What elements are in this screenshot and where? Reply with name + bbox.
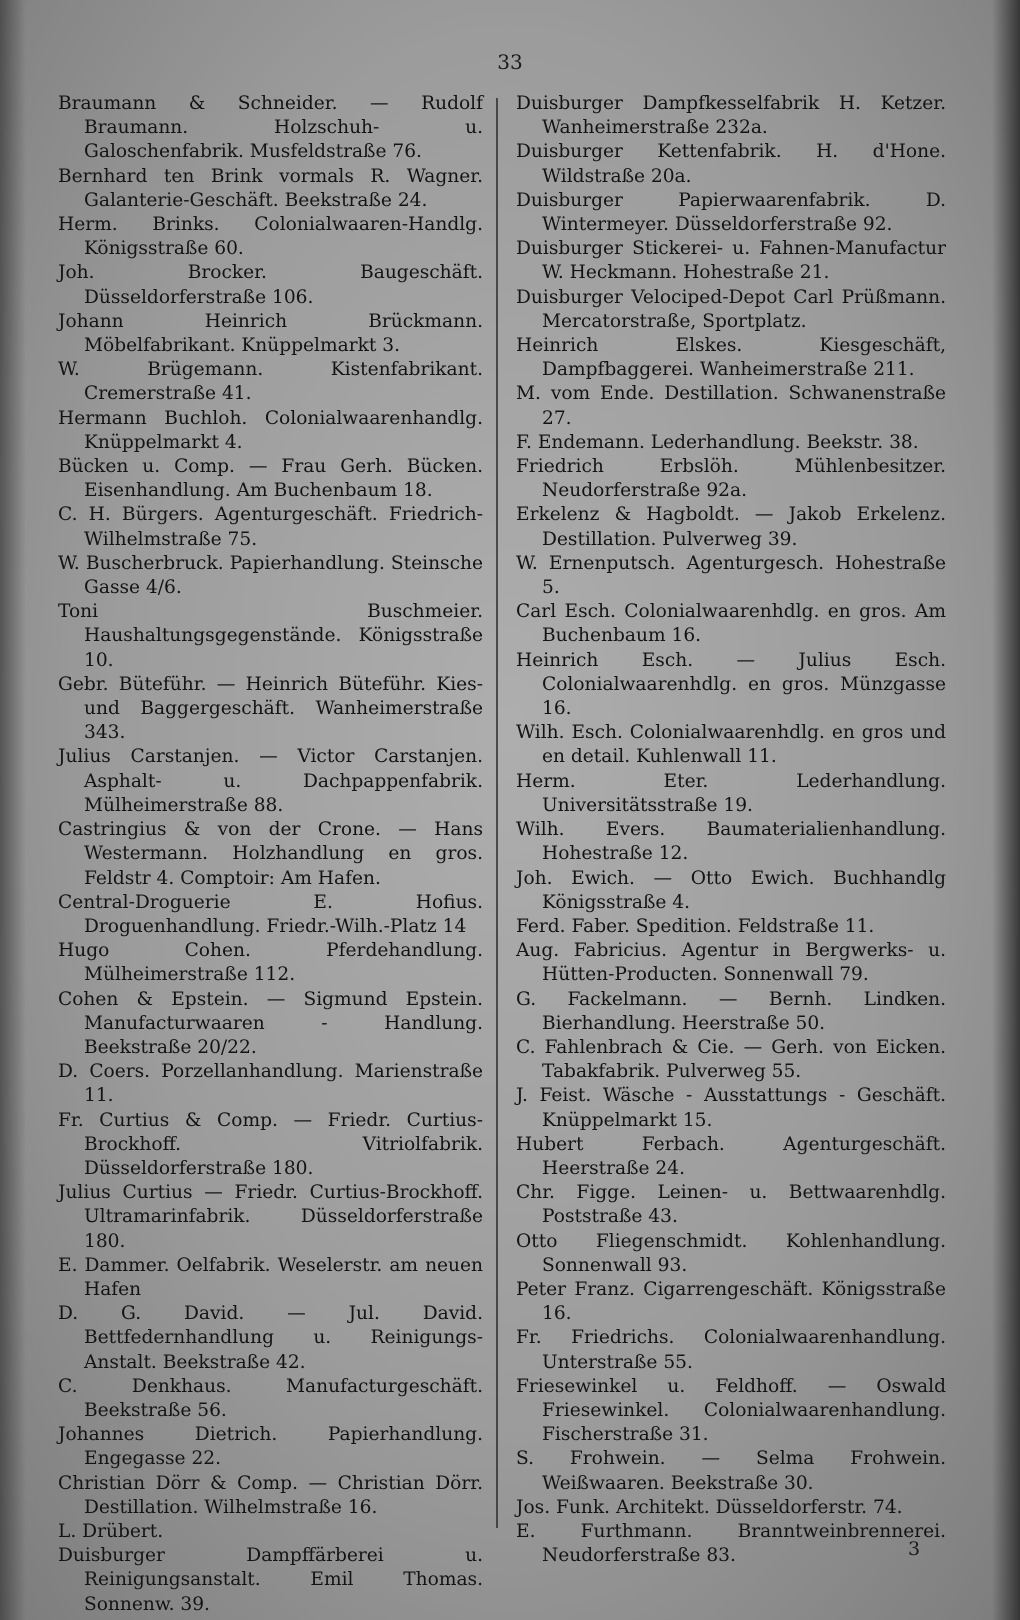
directory-entry: Herm. Eter. Lederhandlung. Universitätsstraße 19. — [516, 770, 946, 816]
directory-entry: Bücken u. Comp. — Frau Gerh. Bücken. Eisenhandlung. Am Buchenbaum 18. — [58, 456, 483, 502]
page-shadow-left — [0, 0, 26, 1620]
left-column — [58, 92, 483, 1617]
directory-entry: Duisburger Stickerei- u. Fahnen-Manufactur W. Heckmann. Hohestraße 21. — [516, 238, 946, 284]
directory-entry: Heinrich Elskes. Kiesgeschäft, Dampfbaggerei. Wanheimerstraße 211. — [516, 335, 946, 381]
column-divider — [496, 98, 498, 1528]
directory-entry: Carl Esch. Colonialwaarenhdlg. en gros. Am Buchenbaum 16. — [516, 601, 946, 647]
directory-entry: W. Brügemann. Kistenfabrikant. Cremerstraße 41. — [58, 359, 483, 405]
directory-entry: Toni Buschmeier. Haushaltungsgegenstände. Königsstraße 10. — [58, 601, 483, 671]
directory-entry: Joh. Brocker. Baugeschäft. Düsseldorferstraße 106. — [58, 262, 483, 308]
directory-entry: L. Drübert. — [58, 1520, 164, 1542]
page-shadow-right — [992, 0, 1020, 1620]
directory-entry: Wilh. Evers. Baumaterialienhandlung. Hohestraße 12. — [516, 819, 946, 865]
directory-entry: Friesewinkel u. Feldhoff. — Oswald Friesewinkel. Colonialwaarenhandlung. Fischerstraße 31. — [516, 1375, 946, 1446]
directory-entry: Ferd. Faber. Spedition. Feldstraße 11. — [516, 915, 875, 937]
directory-entry: J. Feist. Wäsche - Ausstattungs - Geschäft. Knüppelmarkt 15. — [516, 1085, 946, 1131]
directory-entry: Hermann Buchloh. Colonialwaarenhandlg. Knüppelmarkt 4. — [58, 407, 483, 453]
directory-entry: Wilh. Esch. Colonialwaarenhdlg. en gros und en detail. Kuhlenwall 11. — [516, 722, 946, 768]
directory-entry: Johannes Dietrich. Papierhandlung. Engegasse 22. — [58, 1424, 483, 1470]
signature-mark: 3 — [908, 1538, 921, 1560]
directory-entry: M. vom Ende. Destillation. Schwanenstraße 27. — [516, 383, 946, 429]
directory-entry: Duisburger Kettenfabrik. H. d'Hone. Wildstraße 20a. — [516, 141, 946, 187]
directory-entry: C. H. Bürgers. Agenturgeschäft. Friedrich-Wilhelmstraße 75. — [58, 504, 483, 550]
directory-entry: Central-Droguerie E. Hofius. Droguenhandlung. Friedr.-Wilh.-Platz 14 — [58, 891, 483, 937]
directory-entry: Braumann & Schneider. — Rudolf Braumann. Holzschuh- u. Galoschenfabrik. Musfeldstraße 76. — [58, 93, 483, 163]
directory-entry: Duisburger Velociped-Depot Carl Prüßmann. Mercatorstraße, Sportplatz. — [516, 286, 946, 332]
directory-entry: C. Fahlenbrach & Cie. — Gerh. von Eicken. Tabakfabrik. Pulverweg 55. — [516, 1036, 946, 1083]
directory-entry: Hubert Ferbach. Agenturgeschäft. Heerstraße 24. — [516, 1133, 946, 1179]
directory-entry: Herm. Brinks. Colonialwaaren-Handlg. Königsstraße 60. — [58, 214, 483, 260]
directory-entry: E. Furthmann. Branntweinbrennerei. Neudorferstraße 83. — [516, 1520, 946, 1567]
directory-entry: Aug. Fabricius. Agentur in Bergwerks- u. Hütten-Producten. Sonnenwall 79. — [516, 940, 946, 986]
directory-entry: W. Ernenputsch. Agenturgesch. Hohestraße 5. — [516, 552, 946, 599]
directory-entry: Otto Fliegenschmidt. Kohlenhandlung. Sonnenwall 93. — [516, 1230, 946, 1276]
directory-entry: Hugo Cohen. Pferdehandlung. Mülheimerstraße 112. — [58, 940, 483, 986]
directory-entry: Duisburger Dampfkesselfabrik H. Ketzer. Wanheimerstraße 232a. — [516, 93, 946, 139]
directory-entry: Bernhard ten Brink vormals R. Wagner. Galanterie-Geschäft. Beekstraße 24. — [58, 165, 483, 211]
directory-entry: Duisburger Papierwaarenfabrik. D. Wintermeyer. Düsseldorferstraße 92. — [516, 189, 946, 236]
directory-entry: G. Fackelmann. — Bernh. Lindken. Bierhandlung. Heerstraße 50. — [516, 988, 946, 1034]
directory-entry: Johann Heinrich Brückmann. Möbelfabrikant. Knüppelmarkt 3. — [58, 310, 483, 357]
right-column — [516, 92, 946, 1568]
directory-entry: Fr. Friedrichs. Colonialwaarenhandlung. Unterstraße 55. — [516, 1327, 946, 1373]
directory-entry: Cohen & Epstein. — Sigmund Epstein. Manufacturwaaren - Handlung. Beekstraße 20/22. — [58, 988, 483, 1058]
directory-entry: Christian Dörr & Comp. — Christian Dörr. Destillation. Wilhelmstraße 16. — [58, 1472, 483, 1518]
directory-entry: D. Coers. Porzellanhandlung. Marienstraße 11. — [58, 1061, 483, 1107]
directory-entry: Julius Curtius — Friedr. Curtius-Brockhoff. Ultramarinfabrik. Düsseldorferstraße 180. — [58, 1182, 483, 1252]
directory-entry: W. Buscherbruck. Papierhandlung. Steinsche Gasse 4/6. — [58, 552, 483, 599]
directory-entry: Friedrich Erbslöh. Mühlenbesitzer. Neudorferstraße 92a. — [516, 456, 946, 502]
directory-entry: Jos. Funk. Architekt. Düsseldorferstr. 74. — [516, 1496, 903, 1518]
directory-entry: Erkelenz & Hagboldt. — Jakob Erkelenz. Destillation. Pulverweg 39. — [516, 504, 946, 550]
directory-entry: Joh. Ewich. — Otto Ewich. Buchhandlg Königsstraße 4. — [516, 867, 946, 913]
directory-entry: F. Endemann. Lederhandlung. Beekstr. 38. — [516, 431, 919, 453]
directory-entry: Gebr. Büteführ. — Heinrich Büteführ. Kies- und Baggergeschäft. Wanheimerstraße 343. — [58, 673, 483, 744]
directory-entry: Castringius & von der Crone. — Hans Westermann. Holzhandlung en gros. Feldstr 4. Comptoir: Am Hafen. — [58, 819, 483, 889]
directory-entry: Julius Carstanjen. — Victor Carstanjen. Asphalt- u. Dachpappenfabrik. Mülheimerstraße 88. — [58, 746, 483, 816]
directory-entry: E. Dammer. Oelfabrik. Weselerstr. am neuen Hafen — [58, 1254, 483, 1300]
directory-entry: D. G. David. — Jul. David. Bettfedernhandlung u. Reinigungs-Anstalt. Beekstraße 42. — [58, 1303, 483, 1373]
directory-entry: Chr. Figge. Leinen- u. Bettwaarenhdlg. Poststraße 43. — [516, 1182, 946, 1228]
directory-entry: Peter Franz. Cigarrengeschäft. Königsstraße 16. — [516, 1278, 946, 1325]
directory-entry: Heinrich Esch. — Julius Esch. Colonialwaarenhdlg. en gros. Münzgasse 16. — [516, 649, 946, 720]
directory-entry: C. Denkhaus. Manufacturgeschäft. Beekstraße 56. — [58, 1375, 483, 1421]
directory-entry: Fr. Curtius & Comp. — Friedr. Curtius-Brockhoff. Vitriolfabrik. Düsseldorferstraße 180. — [58, 1109, 483, 1179]
directory-entry: S. Frohwein. — Selma Frohwein. Weißwaaren. Beekstraße 30. — [516, 1448, 946, 1494]
page-number: 33 — [497, 50, 523, 74]
directory-entry: Duisburger Dampffärberei u. Reinigungsanstalt. Emil Thomas. Sonnenw. 39. — [58, 1545, 483, 1615]
